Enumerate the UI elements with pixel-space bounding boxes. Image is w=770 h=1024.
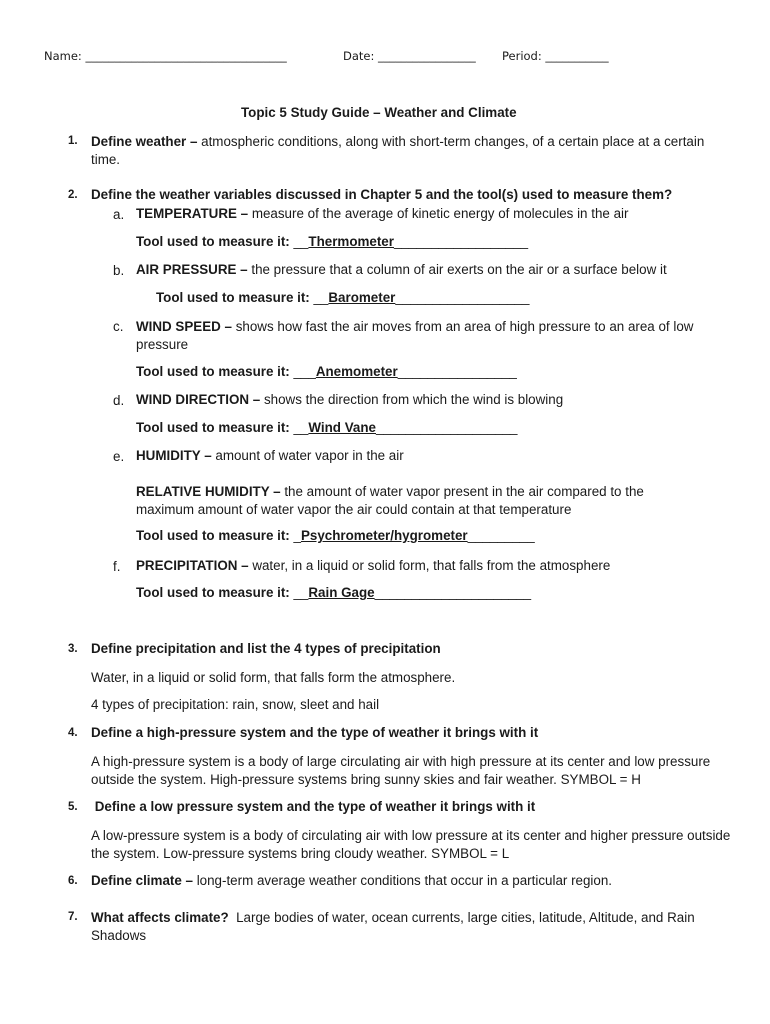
q2b-def: [136, 262, 667, 277]
q2a-tool: [136, 234, 528, 249]
q2e-def: [136, 448, 404, 463]
tool-label: Tool used to measure it:: [136, 234, 290, 249]
q7-block: [91, 909, 736, 945]
q2f-letter: f.: [113, 559, 121, 574]
q6-label: Define climate –: [91, 873, 193, 888]
q2e-term: HUMIDITY –: [136, 448, 212, 463]
q2d-letter: d.: [113, 393, 125, 408]
q2f-tool: [136, 585, 531, 600]
q2f-tool-answer: Rain Gage: [308, 585, 375, 600]
tool-label: Tool used to measure it:: [136, 528, 290, 543]
blank: ________________: [397, 364, 517, 379]
q2a-letter: a.: [113, 207, 125, 222]
q6-block: [91, 873, 612, 888]
q2a-desc: measure of the average of kinetic energy of molecules in the air: [248, 206, 629, 221]
q2d-desc: shows the direction from which the wind is blowing: [260, 392, 564, 407]
q5-answer: A low-pressure system is a body of circulating air with low pressure at its center and higher pressure outside the system. Low-pressure systems bring cloudy weather. SYMBOL = L: [91, 828, 731, 861]
q6-answer: long-term average weather conditions that occur in a particular region.: [192, 873, 613, 888]
q2e-relative-humidity: [136, 483, 696, 519]
q2-number: 2.: [68, 189, 78, 201]
tool-label: Tool used to measure it:: [136, 364, 290, 379]
blank: __: [289, 585, 309, 600]
q2f-desc: water, in a liquid or solid form, that falls from the atmosphere: [248, 558, 611, 573]
q3-answer-1: Water, in a liquid or solid form, that falls form the atmosphere.: [91, 670, 456, 685]
q2d-tool-answer: Wind Vane: [308, 420, 376, 435]
q2a-def: [136, 206, 628, 221]
q2e-letter: e.: [113, 449, 125, 464]
q2d-tool: [136, 420, 517, 435]
q2e-rh-desc: the amount of water vapor present in the air compared to the maximum amount of water vapor the air could contain at that temperature: [136, 484, 644, 517]
q7-label: What affects climate?: [91, 910, 229, 925]
q2d-term: WIND DIRECTION –: [136, 392, 261, 407]
q2-label: Define the weather variables discussed in Chapter 5 and the tool(s) used to measure them?: [91, 187, 673, 202]
q2c-desc: shows how fast the air moves from an area of high pressure to an area of low pressure: [136, 319, 694, 352]
q1-answer: atmospheric conditions, along with short-term changes, of a certain place at a certain time.: [91, 134, 705, 167]
q2e-desc: amount of water vapor in the air: [211, 448, 404, 463]
q5-label: Define a low pressure system and the type of weather it brings with it: [91, 799, 536, 814]
tool-label: Tool used to measure it:: [136, 420, 290, 435]
q2b-desc: the pressure that a column of air exerts on the air or a surface below it: [247, 262, 667, 277]
q7-answer: Large bodies of water, ocean currents, large cities, latitude, Altitude, and Rain Shadows: [91, 910, 699, 943]
blank: ___________________: [375, 420, 518, 435]
date-field: Date: _________________: [343, 49, 476, 63]
q2b-tool-answer: Barometer: [328, 290, 396, 305]
q2e-rh-term: RELATIVE HUMIDITY –: [136, 484, 281, 499]
q4-answer: A high-pressure system is a body of large circulating air with high pressure at its center and low pressure outside the system. High-pressure systems bring sunny skies and fair weather. SYMBOL = H: [91, 754, 711, 787]
q2b-term: AIR PRESSURE –: [136, 262, 248, 277]
q2f-def: [136, 558, 610, 573]
q2c-tool: [136, 364, 517, 379]
q7-number: 7.: [68, 911, 78, 923]
q3-number: 3.: [68, 643, 78, 655]
blank: __________________: [395, 290, 530, 305]
q1-block: [91, 133, 736, 169]
q2b-tool: [156, 290, 529, 305]
q2d-def: [136, 392, 563, 407]
q2e-tool: [136, 528, 535, 543]
q2e-tool-answer: Psychrometer/hygrometer: [300, 528, 468, 543]
q2a-term: TEMPERATURE –: [136, 206, 249, 221]
tool-label: Tool used to measure it:: [156, 290, 310, 305]
q2f-term: PRECIPITATION –: [136, 558, 249, 573]
blank: _: [289, 528, 301, 543]
name-field: Name: ___________________________________: [44, 49, 287, 63]
q1-number: 1.: [68, 135, 78, 147]
q2c-def: [136, 318, 726, 354]
blank: __: [309, 290, 329, 305]
blank: _____________________: [374, 585, 532, 600]
page-title: Topic 5 Study Guide – Weather and Climate: [241, 105, 517, 120]
q3-label: Define precipitation and list the 4 types of precipitation: [91, 641, 441, 656]
q5-number: 5.: [68, 801, 78, 813]
q6-number: 6.: [68, 875, 78, 887]
q1-label: Define weather –: [91, 134, 198, 149]
blank: _________: [467, 528, 535, 543]
blank: __: [289, 420, 309, 435]
q2c-term: WIND SPEED –: [136, 319, 232, 334]
q2c-tool-answer: Anemometer: [315, 364, 398, 379]
q3-answer-2: 4 types of precipitation: rain, snow, sleet and hail: [91, 697, 380, 712]
tool-label: Tool used to measure it:: [136, 585, 290, 600]
q4-label: Define a high-pressure system and the type of weather it brings with it: [91, 725, 539, 740]
blank: __: [289, 234, 309, 249]
q2c-letter: c.: [113, 319, 124, 334]
q2b-letter: b.: [113, 263, 125, 278]
blank: ___: [289, 364, 316, 379]
period-field: Period: ___________: [502, 49, 609, 63]
q4-number: 4.: [68, 727, 78, 739]
blank: __________________: [393, 234, 529, 249]
q2a-tool-answer: Thermometer: [308, 234, 394, 249]
